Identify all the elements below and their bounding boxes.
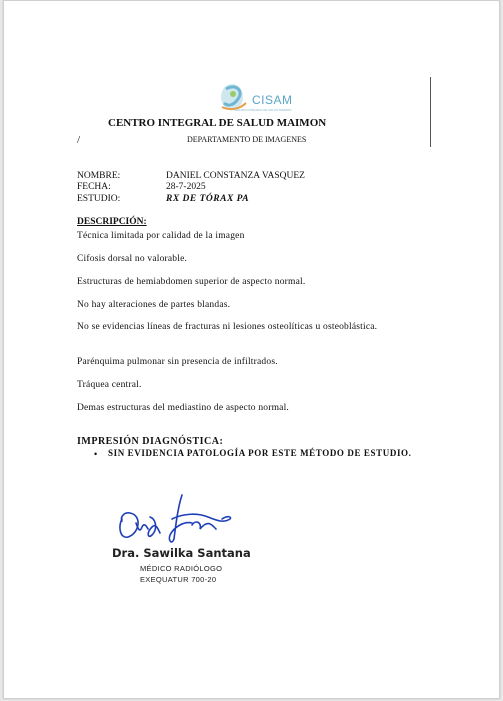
document-page [3, 0, 500, 699]
handwritten-signature-icon [112, 489, 242, 549]
finding-paragraph: Tráquea central. [77, 380, 142, 390]
fecha-value: 28-7-2025 [166, 182, 206, 192]
nombre-value: DANIEL CONSTANZA VASQUEZ [166, 171, 305, 181]
department-title: DEPARTAMENTO DE IMAGENES [187, 135, 307, 144]
finding-paragraph: Estructuras de hemiabdomen superior de aspecto normal. [77, 277, 306, 287]
finding-paragraph: Parénquima pulmonar sin presencia de infiltrados. [77, 357, 278, 367]
estudio-label: ESTUDIO: [77, 194, 121, 204]
finding-paragraph: Demas estructuras del mediastino de aspecto normal. [77, 403, 290, 413]
impression-heading: IMPRESIÓN DIAGNÓSTICA: [77, 436, 224, 447]
fecha-label: FECHA: [77, 182, 111, 192]
bullet-icon: • [94, 449, 98, 459]
logo-subtext: CENTRO INTEGRAL DE SALUD MAIMON [234, 108, 292, 112]
nombre-label: NOMBRE: [77, 171, 121, 181]
impression-item: SIN EVIDENCIA PATOLOGÍA POR ESTE MÉTODO DE ESTUDIO. [108, 448, 412, 458]
finding-paragraph: Técnica limitada por calidad de la imagen [77, 231, 245, 241]
finding-paragraph: Cifosis dorsal no valorable. [77, 254, 188, 264]
signature-exequatur: EXEQUATUR 700-20 [140, 575, 217, 584]
margin-line [430, 77, 431, 147]
description-heading: DESCRIPCIÓN: [77, 217, 147, 227]
finding-paragraph: No hay alteraciones de partes blandas. [77, 300, 231, 310]
estudio-value: RX DE TÓRAX PA [166, 194, 250, 204]
finding-paragraph: No se evidencias líneas de fracturas ni lesiones osteolíticas u osteoblástica. [77, 322, 378, 332]
header-slash: / [77, 134, 81, 146]
logo-text: CISAM [252, 93, 293, 107]
clinic-title: CENTRO INTEGRAL DE SALUD MAIMON [108, 117, 327, 129]
signature-name: Dra. Sawilka Santana [112, 546, 251, 560]
signature-role: MÉDICO RADIÓLOGO [140, 564, 223, 573]
